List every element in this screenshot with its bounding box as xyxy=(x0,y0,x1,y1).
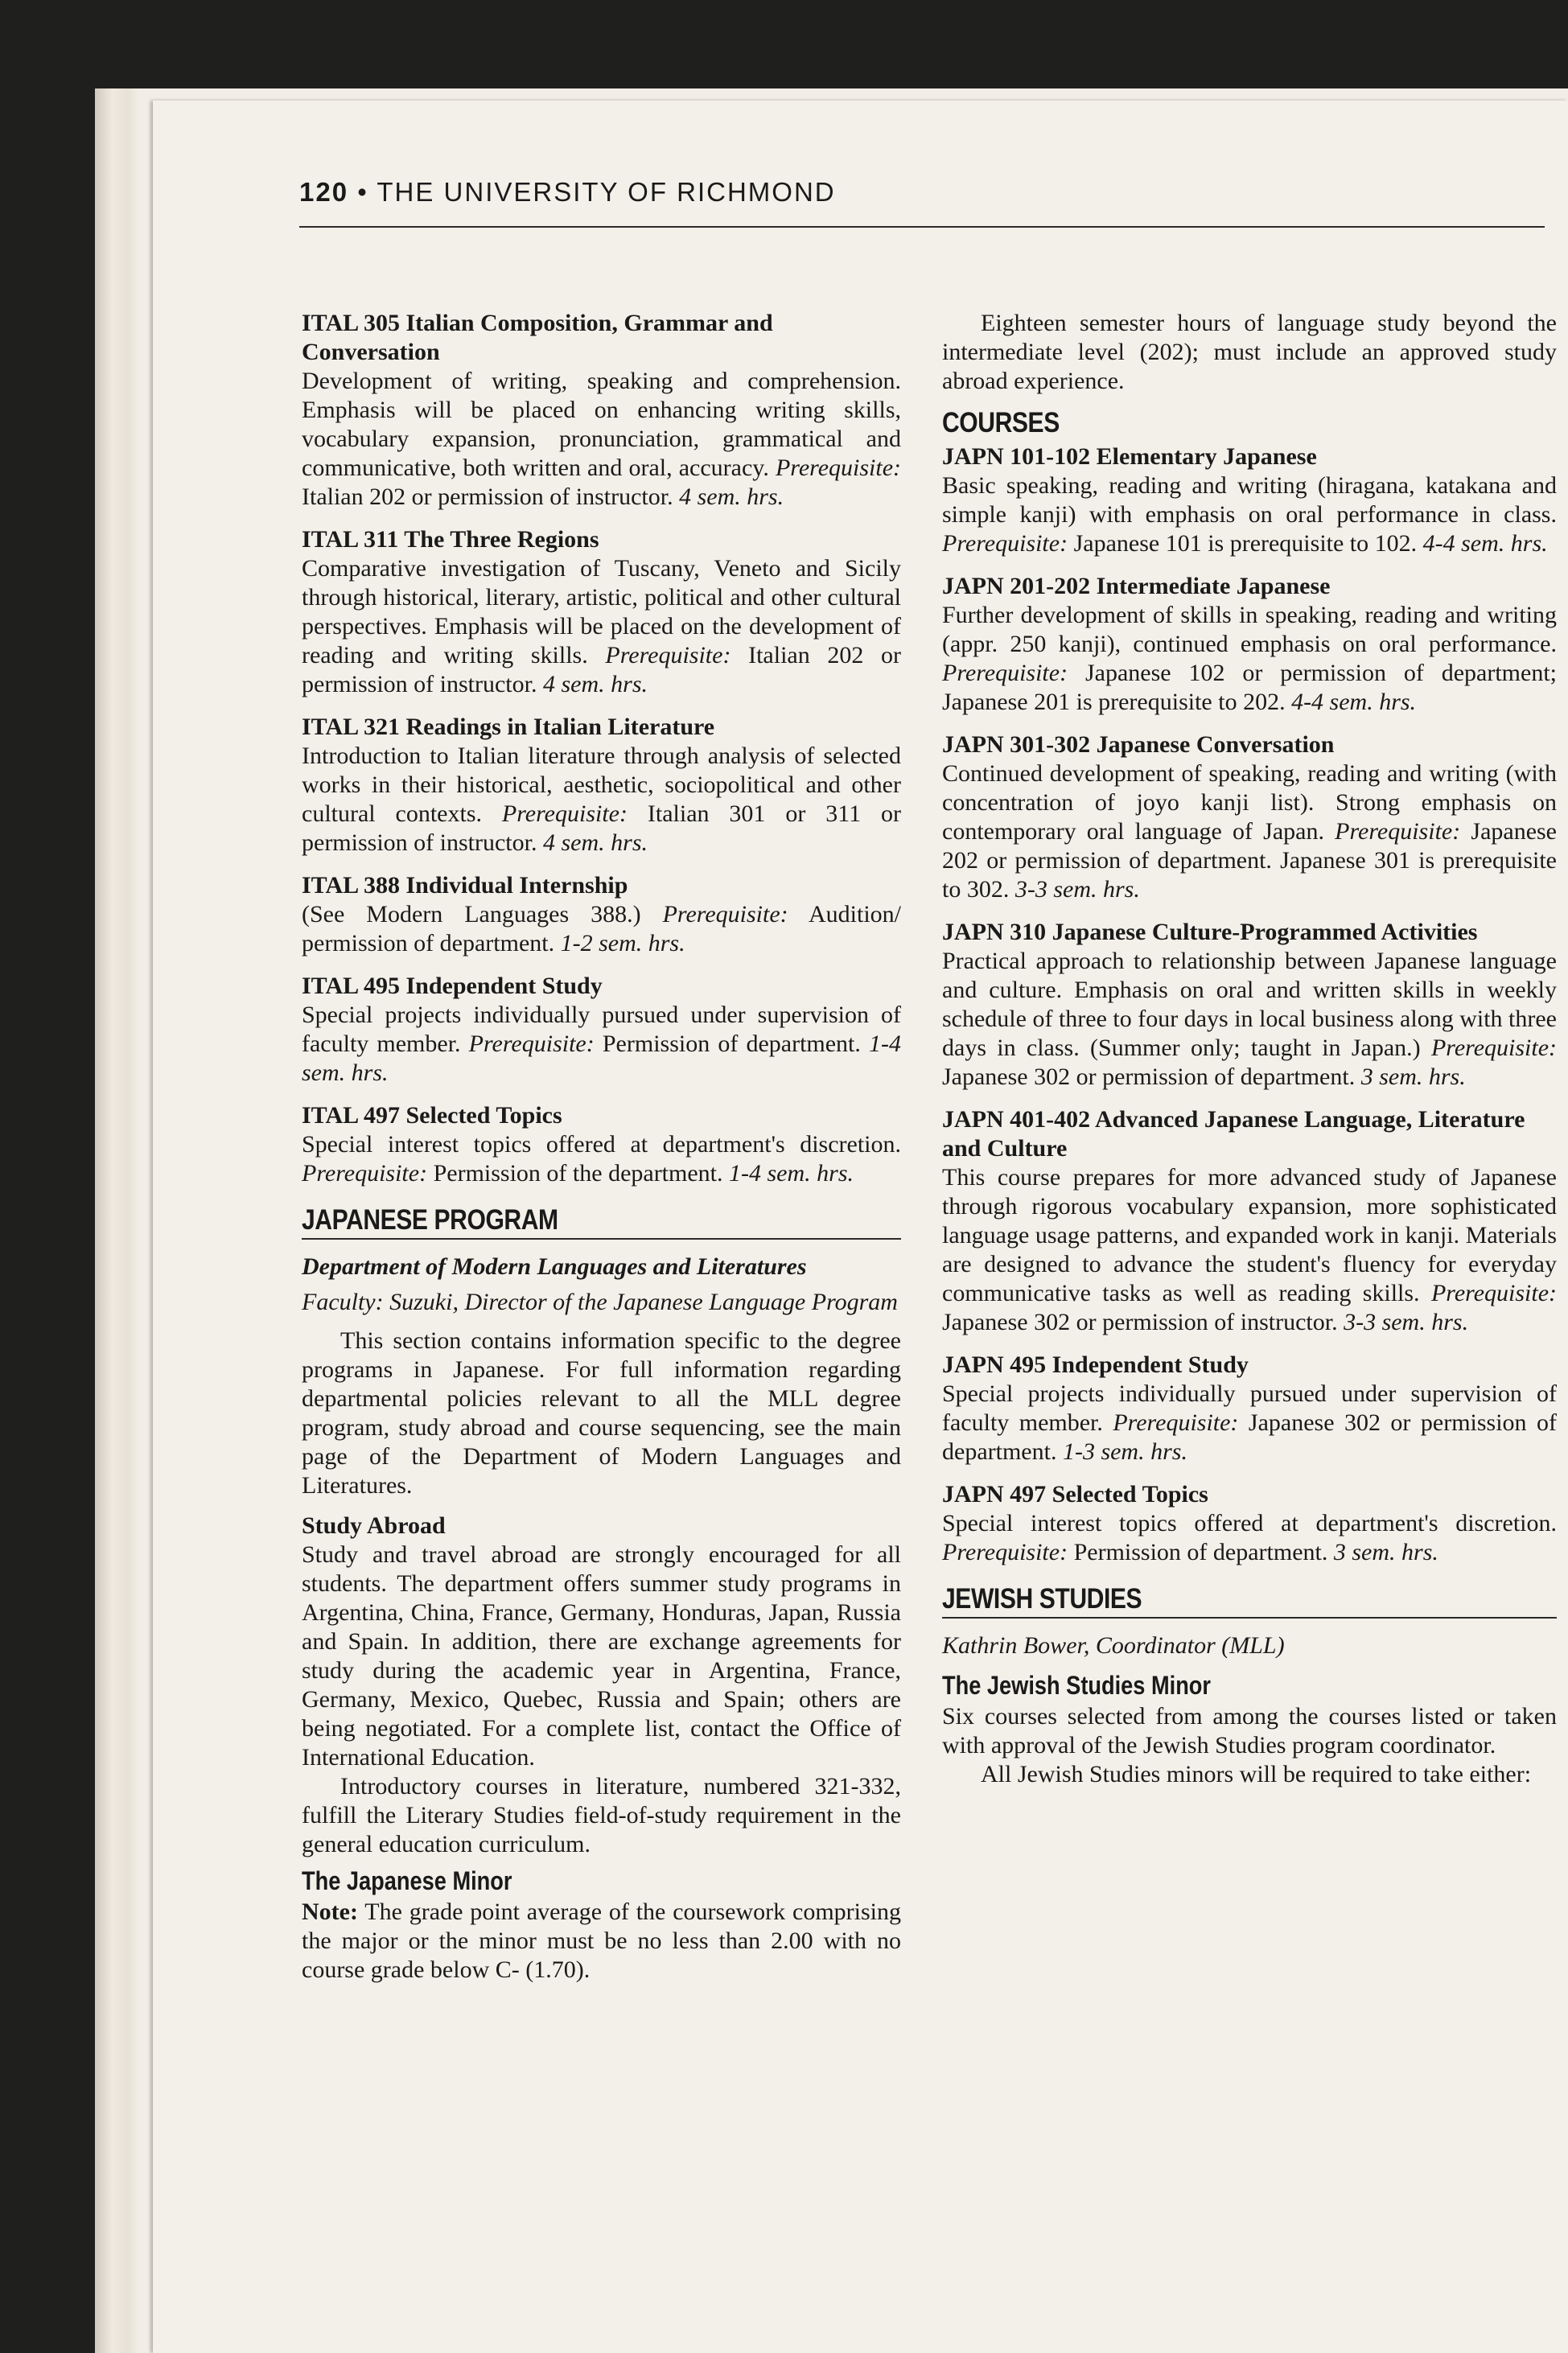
coordinator-line: Kathrin Bower, Coordinator (MLL) xyxy=(942,1632,1285,1659)
prereq-text: Italian 202 or permission of instructor. xyxy=(302,483,673,510)
prereq-text: Italian 301 or 311 or permission of instructor. xyxy=(302,800,902,856)
prereq-label: Prerequisite: xyxy=(302,1160,428,1187)
course-description xyxy=(942,601,1557,717)
course-entry xyxy=(302,309,901,512)
credit-hours: 3 sem. hrs. xyxy=(1333,1539,1438,1565)
japanese-course-list xyxy=(942,442,1557,1567)
running-head-title: THE UNIVERSITY OF RICHMOND xyxy=(377,177,836,207)
prereq-label: Prerequisite: xyxy=(1430,1280,1558,1306)
minor-requirement: Eighteen semester hours of language study beyond the intermediate level (202); must include an approved study abroad experience. xyxy=(942,310,1557,394)
course-desc-text: Special interest topics offered at department's discretion. xyxy=(942,1510,1557,1536)
section-rule xyxy=(302,1238,901,1240)
course-title: JAPN 301-302 Japanese Conversation xyxy=(942,731,1335,758)
prereq-text: Permission of department. xyxy=(602,1030,861,1057)
prereq-text: Japanese 302 or permission of department. xyxy=(942,1409,1557,1465)
course-description xyxy=(942,471,1557,558)
note-label: Note: xyxy=(302,1898,358,1925)
prereq-label: Prerequisite: xyxy=(1335,818,1461,845)
course-desc-text: Development of writing, speaking and comprehension. Emphasis will be placed on enhancing writing skills, vocabulary expansion, pronunciation, grammatical and communicative, both written and oral, accuracy. xyxy=(302,368,901,481)
faculty-line: Faculty: Suzuki, Director of the Japanese Language Program xyxy=(302,1289,898,1315)
course-title: JAPN 495 Independent Study xyxy=(942,1351,1249,1378)
page-number: 120 xyxy=(299,177,349,207)
course-description xyxy=(942,1163,1557,1337)
prereq-label: Prerequisite: xyxy=(942,1539,1068,1565)
italian-course-list xyxy=(302,309,901,1188)
jewish-minor-text-2: All Jewish Studies minors will be required to take either: xyxy=(981,1761,1532,1787)
credit-hours: 1-2 sem. hrs. xyxy=(560,930,685,956)
course-desc-text: Special interest topics offered at department's discretion. xyxy=(302,1131,901,1158)
course-entry xyxy=(942,442,1557,558)
japanese-program-section xyxy=(302,1204,901,1985)
credit-hours: 4 sem. hrs. xyxy=(542,671,648,697)
course-entry xyxy=(302,871,901,958)
course-title: JAPN 201-202 Intermediate Japanese xyxy=(942,573,1331,599)
course-title: JAPN 497 Selected Topics xyxy=(942,1481,1208,1508)
minor-heading: The Japanese Minor xyxy=(302,1866,512,1895)
course-desc-text: Special projects individually pursued under supervision of faculty member. xyxy=(302,1002,901,1057)
prereq-label: Prerequisite: xyxy=(775,455,902,481)
prereq-label: Prerequisite: xyxy=(468,1030,595,1057)
credit-hours: 4-4 sem. hrs. xyxy=(1422,530,1548,557)
credit-hours: 1-3 sem. hrs. xyxy=(1062,1438,1187,1465)
course-desc-text: Special projects individually pursued under supervision of faculty member. xyxy=(942,1380,1557,1436)
running-head xyxy=(299,177,836,208)
section-rule xyxy=(942,1617,1557,1619)
credit-hours: 1-4 sem. hrs. xyxy=(302,1030,902,1086)
credit-hours: 1-4 sem. hrs. xyxy=(729,1160,854,1187)
credit-hours: 3 sem. hrs. xyxy=(1360,1063,1466,1090)
credit-hours: 3-3 sem. hrs. xyxy=(1344,1309,1469,1335)
section-heading: JAPANESE PROGRAM xyxy=(302,1204,558,1236)
intro-courses-text: Introductory courses in literature, numbered 321-332, fulfill the Literary Studies field-of-study requirement in the general education curriculum. xyxy=(302,1773,901,1857)
course-entry xyxy=(942,918,1557,1092)
right-column xyxy=(942,309,1557,1789)
course-description xyxy=(302,1001,901,1088)
course-title: ITAL 388 Individual Internship xyxy=(302,872,628,899)
course-desc-text: (See Modern Languages 388.) xyxy=(302,901,641,928)
course-title: ITAL 311 The Three Regions xyxy=(302,526,599,553)
jewish-studies-section xyxy=(942,1583,1557,1789)
running-head-bullet: • xyxy=(357,177,368,207)
course-description xyxy=(942,947,1557,1092)
program-intro: This section contains information specific to the degree programs in Japanese. For full information regarding departmental policies relevant to all the MLL degree program, study abroad and course sequencing, see the main page of the Department of Modern Languages and Literatures. xyxy=(302,1327,901,1499)
credit-hours: 4-4 sem. hrs. xyxy=(1291,689,1417,715)
course-title: ITAL 497 Selected Topics xyxy=(302,1102,562,1129)
course-description xyxy=(942,1509,1557,1567)
prereq-text: Permission of the department. xyxy=(433,1160,723,1187)
course-description xyxy=(302,554,901,699)
study-abroad-text: Study and travel abroad are strongly encouraged for all students. The department offers summer study programs in Argentina, China, France, Germany, Honduras, Japan, Russia and Spain. In addition, there are exchange agreements for study during the academic year in Argentina, France, Germany, Mexico, Quebec, Russia and Spain; others are being negotiated. For a complete list, contact the Office of International Education. xyxy=(302,1541,901,1771)
prereq-text: Japanese 302 or permission of instructor. xyxy=(942,1309,1338,1335)
course-desc-text: Basic speaking, reading and writing (hiragana, katakana and simple kanji) with emphasis on oral performance in class. xyxy=(942,472,1557,528)
course-desc-text: Further development of skills in speaking, reading and writing (appr. 250 kanji), continued emphasis on oral performance. xyxy=(942,602,1557,657)
prereq-label: Prerequisite: xyxy=(605,642,731,668)
credit-hours: 3-3 sem. hrs. xyxy=(1014,876,1140,903)
course-entry xyxy=(302,713,901,858)
prereq-text: Permission of department. xyxy=(1073,1539,1328,1565)
prereq-text: Japanese 101 is prerequisite to 102. xyxy=(1073,530,1418,557)
course-description xyxy=(302,900,901,958)
section-heading: JEWISH STUDIES xyxy=(942,1583,1142,1615)
course-desc-text: Comparative investigation of Tuscany, Veneto and Sicily through historical, literary, artistic, political and other cultural perspectives. Emphasis will be placed on the development of reading and writing skills. xyxy=(302,555,901,668)
course-entry xyxy=(942,730,1557,904)
prereq-label: Prerequisite: xyxy=(1430,1035,1558,1061)
credit-hours: 4 sem. hrs. xyxy=(542,829,648,856)
course-entry xyxy=(942,572,1557,717)
prereq-text: Japanese 102 or permission of department; Japanese 201 is prerequisite to 202. xyxy=(942,660,1558,715)
jewish-minor-text: Six courses selected from among the courses listed or taken with approval of the Jewish Studies program coordinator. xyxy=(942,1703,1557,1759)
course-entry xyxy=(302,972,901,1088)
prereq-label: Prerequisite: xyxy=(662,901,788,928)
course-title: ITAL 495 Independent Study xyxy=(302,973,603,999)
prereq-label: Prerequisite: xyxy=(501,800,628,827)
course-entry xyxy=(942,1351,1557,1467)
course-title: JAPN 401-402 Advanced Japanese Language, Literature and Culture xyxy=(942,1106,1525,1162)
course-desc-text: This course prepares for more advanced study of Japanese through rigorous vocabulary expansion, more sophisticated language usage patterns, and expanded work in kanji. Materials are designed to advance the student's fluency for everyday communicative tasks as well as reading skills. xyxy=(942,1164,1557,1306)
department-name: Department of Modern Languages and Literatures xyxy=(302,1253,807,1280)
course-description xyxy=(942,1380,1557,1467)
prereq-label: Prerequisite: xyxy=(942,660,1068,686)
note-text: The grade point average of the coursework comprising the major or the minor must be no less than 2.00 with no course grade below C- (1.70). xyxy=(302,1898,901,1983)
left-column xyxy=(302,309,901,1985)
course-desc-text: Continued development of speaking, reading and writing (with concentration of joyo kanji list). Strong emphasis on contemporary oral language of Japan. xyxy=(942,760,1557,845)
course-description xyxy=(942,759,1557,904)
prereq-text: Audition/ permission of department. xyxy=(302,901,901,956)
course-entry xyxy=(942,1105,1557,1337)
course-title: JAPN 101-102 Elementary Japanese xyxy=(942,443,1317,470)
jewish-minor-heading: The Jewish Studies Minor xyxy=(942,1671,1212,1700)
course-entry xyxy=(302,525,901,699)
prereq-label: Prerequisite: xyxy=(942,530,1068,557)
course-description xyxy=(302,742,901,858)
course-title: ITAL 321 Readings in Italian Literature xyxy=(302,714,715,740)
course-title: ITAL 305 Italian Composition, Grammar and Conversation xyxy=(302,310,773,365)
course-desc-text: Introduction to Italian literature through analysis of selected works in their historical, aesthetic, sociopolitical and other cultural contexts. xyxy=(302,743,901,827)
prereq-text: Italian 202 or permission of instructor. xyxy=(302,642,902,697)
course-entry xyxy=(302,1101,901,1188)
course-description xyxy=(302,367,901,512)
course-entry xyxy=(942,1480,1557,1567)
prereq-label: Prerequisite: xyxy=(1113,1409,1239,1436)
course-description xyxy=(302,1130,901,1188)
course-title: JAPN 310 Japanese Culture-Programmed Activities xyxy=(942,919,1478,945)
credit-hours: 4 sem. hrs. xyxy=(679,483,784,510)
courses-heading: COURSES xyxy=(942,407,1060,438)
header-rule xyxy=(299,226,1545,228)
prereq-text: Japanese 302 or permission of department. xyxy=(942,1063,1356,1090)
prereq-text: Japanese 202 or permission of department. Japanese 301 is prerequisite to 302. xyxy=(942,818,1558,903)
course-desc-text: Practical approach to relationship between Japanese language and culture. Emphasis on oral and written skills in weekly schedule of three to four days in local business along with three days in class. (Summer only; taught in Japan.) xyxy=(942,948,1557,1061)
minor-note xyxy=(302,1898,901,1985)
study-abroad-heading: Study Abroad xyxy=(302,1512,446,1539)
